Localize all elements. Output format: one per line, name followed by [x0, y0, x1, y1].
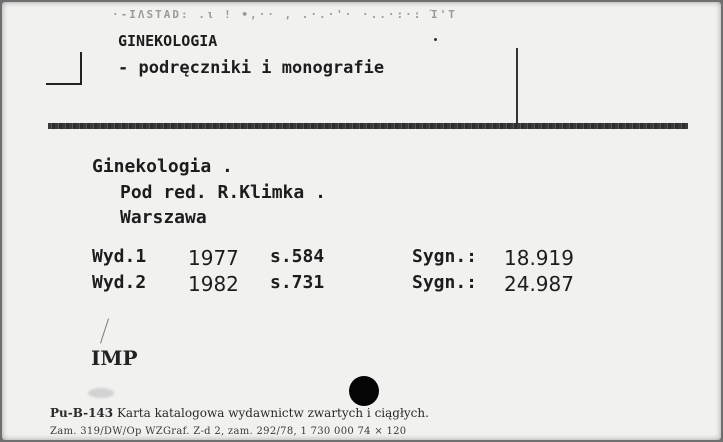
subject-subheading: - podręczniki i monografie [118, 58, 385, 78]
signature-label: Sygn.: [412, 272, 478, 293]
edition-label: Wyd.1 [92, 246, 147, 267]
signature-value: 18.919 [504, 246, 574, 270]
pencil-mark [100, 318, 109, 343]
edition-year: 1982 [188, 272, 239, 296]
faint-header-text: ·-ΙΛSTAD: .ι ! •,·· , .·.·'· ·..·:·: Ί'Τ [112, 8, 457, 21]
header-divider-vertical [516, 48, 518, 126]
subject-heading: GINEKOLOGIA [118, 32, 218, 50]
imp-stamp: IMP [91, 346, 138, 370]
catalog-card [2, 2, 721, 440]
smudge-mark [88, 388, 114, 398]
signature-value: 24.987 [504, 272, 574, 296]
entry-place: Warszawa [120, 207, 207, 228]
ink-dot [434, 38, 437, 41]
footer-form-code: Pu-B-143 [50, 406, 114, 420]
footer-line-1 [50, 406, 429, 420]
punch-hole [349, 376, 379, 406]
corner-mark-horizontal [46, 83, 82, 85]
corner-mark-vertical [80, 52, 82, 84]
footer-line-2: Zam. 319/DW/Op WZGraf. Z-d 2, zam. 292/78, 1 730 000 74 × 120 [50, 426, 407, 437]
entry-title: Ginekologia . [92, 156, 233, 177]
edition-year: 1977 [188, 246, 239, 270]
footer-form-title: Karta katalogowa wydawnictw zwartych i ciągłych. [116, 406, 429, 420]
entry-editor: Pod red. R.Klimka . [120, 182, 326, 203]
edition-pages: s.584 [270, 246, 325, 267]
signature-label: Sygn.: [412, 246, 478, 267]
header-rule [48, 123, 688, 129]
edition-pages: s.731 [270, 272, 325, 293]
edition-label: Wyd.2 [92, 272, 147, 293]
